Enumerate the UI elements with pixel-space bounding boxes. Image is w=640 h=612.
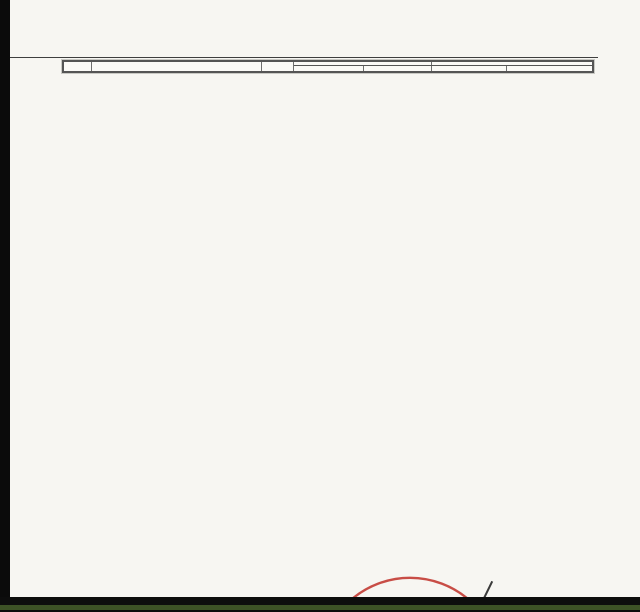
company-seal-stamp bbox=[348, 572, 472, 597]
scan-edge-left bbox=[0, 0, 10, 612]
header-note bbox=[261, 61, 293, 72]
seal-graphic bbox=[348, 572, 472, 597]
header-q3-prior bbox=[363, 66, 431, 73]
header-divider-line bbox=[8, 57, 598, 58]
income-statement-table bbox=[62, 60, 594, 73]
scan-edge-bottom-stripe bbox=[0, 605, 640, 610]
handwritten-margin-note bbox=[599, 300, 613, 430]
cropped-company-line bbox=[100, 0, 540, 6]
header-code bbox=[63, 61, 91, 72]
header-item bbox=[91, 61, 261, 72]
header-q3-current bbox=[293, 66, 363, 73]
header-ytd-current bbox=[431, 66, 506, 73]
header-ytd-prior bbox=[506, 66, 593, 73]
table-header bbox=[63, 61, 593, 72]
